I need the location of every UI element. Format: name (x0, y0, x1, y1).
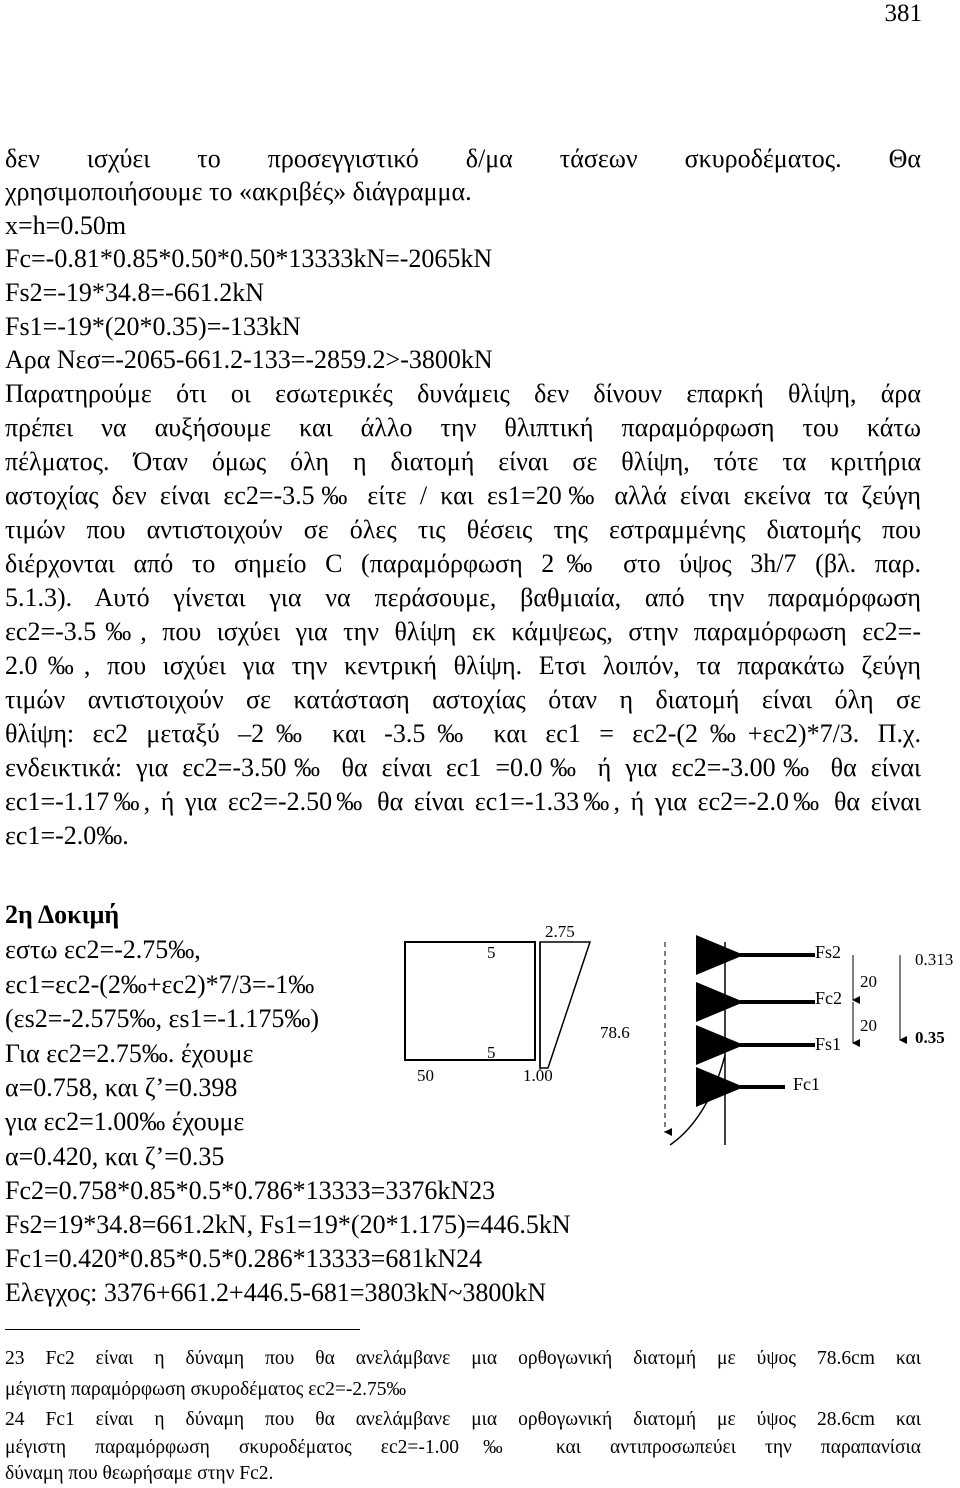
trial-line: Ελεγχος: 3376+661.2+446.5-681=3803kN~3800kN (5, 1278, 547, 1307)
force-label-fs1: Fs1 (815, 1034, 842, 1054)
strain-profile (540, 942, 590, 1070)
trial-line: Fc1=0.420*0.85*0.5*0.286*13333=681kN24 (5, 1244, 483, 1273)
body-line: 2.0‰, που ισχύει για την κεντρική θλίψη. Ετσι λοιπόν, τα παρακάτω ζεύγη (5, 651, 921, 680)
footnote-line: 24 Fc1 είναι η δύναμη που θα ανελάμβανε μια ορθογωνική διατομή με ύψος 28.6cm και (5, 1409, 921, 1430)
strain-force-diagram (395, 900, 960, 1150)
trial-line: α=0.420, και ζ’=0.35 (5, 1142, 225, 1171)
trial-line: Fc2=0.758*0.85*0.5*0.786*13333=3376kN23 (5, 1176, 496, 1205)
body-line: διέρχονται από το σημείο C (παραμόρφωση 2‰ στο ύψος 3h/7 (βλ. παρ. (5, 549, 921, 578)
spacing-label-upper: 20 (860, 972, 877, 991)
trial-line: α=0.758, και ζ’=0.398 (5, 1073, 238, 1102)
body-line: αστοχίας δεν είναι εc2=-3.5‰ είτε / και εs1=20‰ αλλά είναι εκείνα τα ζεύγη (5, 481, 921, 510)
trial-line: (εs2=-2.575‰, εs1=-1.175‰) (5, 1004, 320, 1033)
body-line: εc1=-1.17‰, ή για εc2=-2.50‰ θα είναι εc1=-1.33‰, ή για εc2=-2.0‰ θα είναι (5, 787, 921, 816)
depth-label: 78.6 (600, 1023, 630, 1042)
body-line: εc1=-2.0‰. (5, 821, 129, 850)
footnote-line: μέγιστη παραμόρφωση σκυροδέματος εc2=-1.00‰ και αντιπροσωπεύει την παραπανίσια (5, 1437, 921, 1458)
section-rect (405, 942, 535, 1060)
force-label-fs2: Fs2 (815, 942, 842, 962)
force-arrows (740, 955, 815, 1087)
lever-arm-label-2: 0.35 (915, 1028, 945, 1047)
footnote-line: 23 Fc2 είναι η δύναμη που θα ανελάμβανε μια ορθογωνική διατομή με ύψος 78.6cm και (5, 1348, 921, 1369)
body-line: πέλματος. Όταν όμως όλη η διατομή είναι σε θλίψη, τότε τα κριτήρια (5, 447, 921, 476)
body-line: Παρατηρούμε ότι οι εσωτερικές δυνάμεις δεν δίνουν επαρκή θλίψη, άρα (5, 379, 921, 408)
footnote-line: μέγιστη παραμόρφωση σκυροδέματος εc2=-2.75‰ (5, 1379, 406, 1400)
section-title: 2η Δοκιμή (5, 900, 120, 929)
cover-top-label: 5 (487, 943, 496, 962)
body-line: χρησιμοποιήσουμε το «ακριβές» διάγραμμα. (5, 177, 472, 206)
stress-block (665, 942, 725, 1145)
trial-line: εστω εc2=-2.75‰, (5, 935, 201, 964)
trial-line: για εc2=1.00‰ έχουμε (5, 1107, 245, 1136)
force-label-fc1: Fc1 (793, 1074, 820, 1094)
body-line: εc2=-3.5‰, που ισχύει για την θλίψη εκ κάμψεως, στην παραμόρφωση εc2=- (5, 617, 921, 646)
footnote-rule (5, 1329, 360, 1330)
body-line: δεν ισχύει το προσεγγιστικό δ/μα τάσεων σκυροδέματος. Θα (5, 144, 921, 173)
footnote-line: δύναμη που θεωρήσαμε στην Fc2. (5, 1463, 274, 1484)
body-line: θλίψη: εc2 μεταξύ –2‰ και -3.5‰ και εc1 = εc2-(2‰+εc2)*7/3. Π.χ. (5, 719, 921, 748)
body-line: Fs1=-19*(20*0.35)=-133kN (5, 312, 301, 341)
body-line: πρέπει να αυξήσουμε και άλλο την θλιπτική παραμόρφωση του κάτω (5, 413, 921, 442)
width-label: 50 (417, 1066, 434, 1085)
body-line: ενδεικτικά: για εc2=-3.50‰ θα είναι εc1 =0.0‰ ή για εc2=-3.00‰ θα είναι (5, 753, 921, 782)
trial-line: Για εc2=2.75‰. έχουμε (5, 1039, 254, 1068)
cover-bottom-label: 5 (487, 1043, 496, 1062)
spacing-label-lower: 20 (860, 1016, 877, 1035)
strain-bottom-label: 1.00 (523, 1066, 553, 1085)
strain-top-label: 2.75 (545, 922, 575, 941)
lever-arm-label-1: 0.313 (915, 950, 954, 969)
trial-line: εc1=εc2-(2‰+εc2)*7/3=-1‰ (5, 970, 315, 999)
trial-line: Fs2=19*34.8=661.2kN, Fs1=19*(20*1.175)=446.5kN (5, 1210, 571, 1239)
body-line: Fc=-0.81*0.85*0.50*0.50*13333kN=-2065kN (5, 244, 493, 273)
page-number: 381 (884, 0, 922, 27)
body-line: τιμών που αντιστοιχούν σε όλες τις θέσεις της εστραμμένης διατομής που (5, 515, 921, 544)
body-line: 5.1.3). Αυτό γίνεται για να περάσουμε, βαθμιαία, από την παραμόρφωση (5, 583, 921, 612)
body-line: τιμών αντιστοιχούν σε κατάσταση αστοχίας όταν η διατομή είναι όλη σε (5, 685, 921, 714)
body-line: Αρα Nεσ=-2065-661.2-133=-2859.2>-3800kN (5, 345, 493, 374)
force-label-fc2: Fc2 (815, 988, 842, 1008)
body-line: x=h=0.50m (5, 211, 127, 240)
body-line: Fs2=-19*34.8=-661.2kN (5, 278, 264, 307)
